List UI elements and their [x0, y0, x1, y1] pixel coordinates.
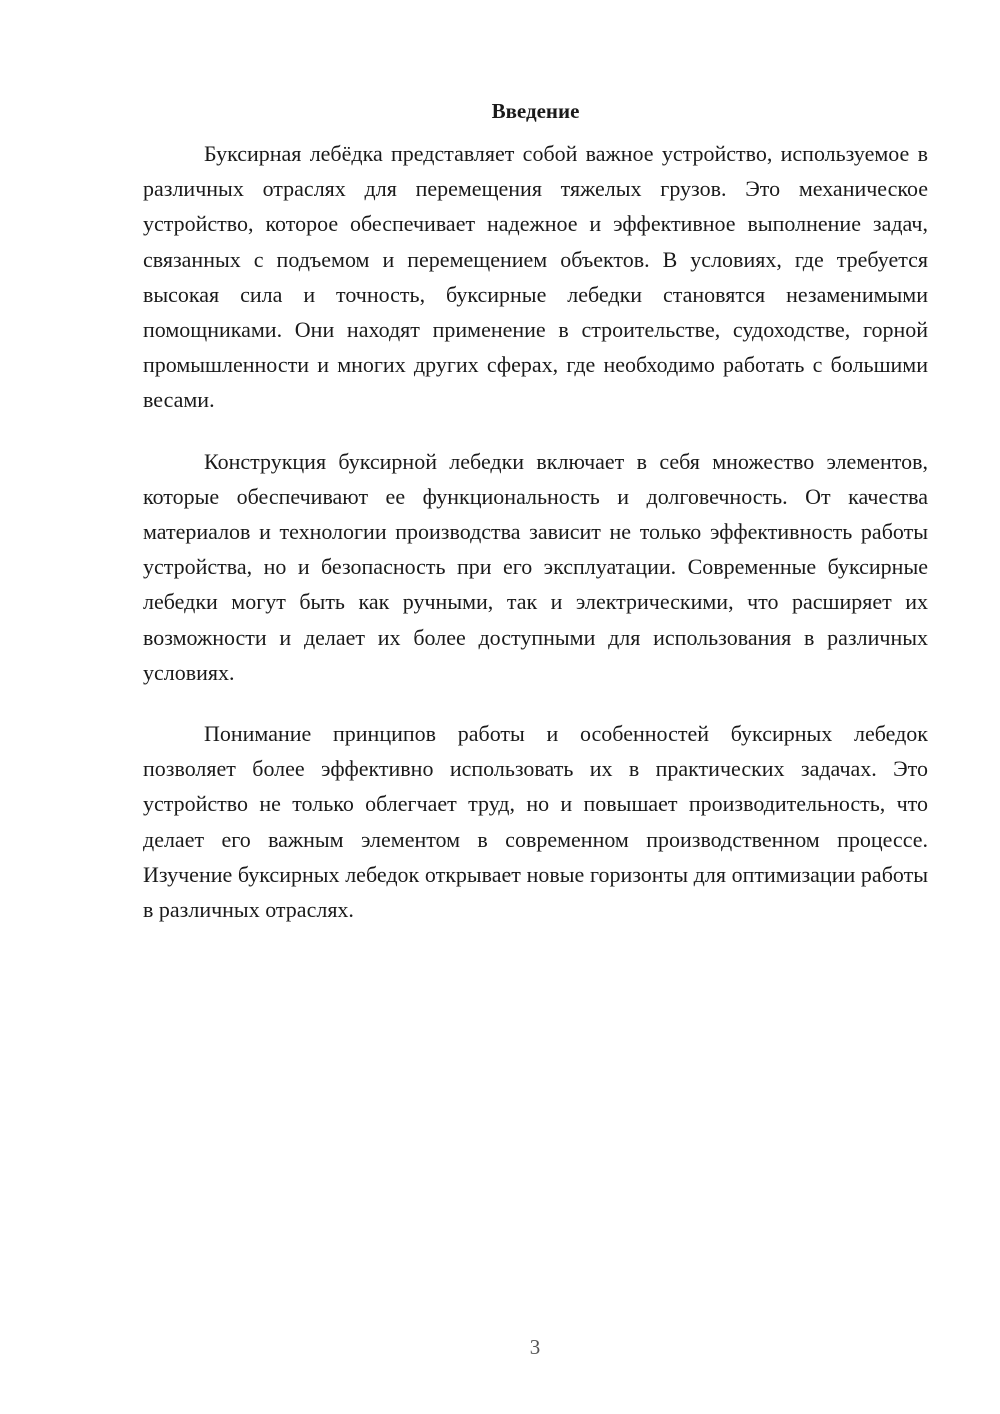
page-number: 3: [529, 1335, 541, 1359]
page-content: [143, 96, 928, 953]
paragraph-2: Конструкция буксирной лебедки включает в себя множество элементов, которые обеспечивают ее функциональность и долговечность. От качества материалов и технологии производства зависит не только эффективность работы устройства, но и безопасность при его эксплуатации. Современные буксирные лебедки могут быть как ручными, так и электрическими, что расширяет их возможности и делает их более доступными для использования в различных условиях.: [143, 448, 928, 685]
paragraph-3: Понимание принципов работы и особенностей буксирных лебедок позволяет более эффективно использовать их в практических задачах. Это устройство не только облегчает труд, но и повышает производительность, что делает его важным элементом в современном производственном процессе. Изучение буксирных лебедок открывает новые горизонты для оптимизации работы в различных отраслях.: [143, 721, 928, 923]
paragraph-1: Буксирная лебёдка представляет собой важное устройство, используемое в различных отраслях для перемещения тяжелых грузов. Это механическое устройство, которое обеспечивает надежное и эффективное выполнение задач, связанных с подъемом и перемещением объектов. В условиях, где требуется высокая сила и точность, буксирные лебедки становятся незаменимыми помощниками. Они находят применение в строительстве, судоходстве, горной промышленности и многих других сферах, где необходимо работать с большими весами.: [143, 141, 928, 413]
section-title: Введение: [491, 99, 580, 123]
